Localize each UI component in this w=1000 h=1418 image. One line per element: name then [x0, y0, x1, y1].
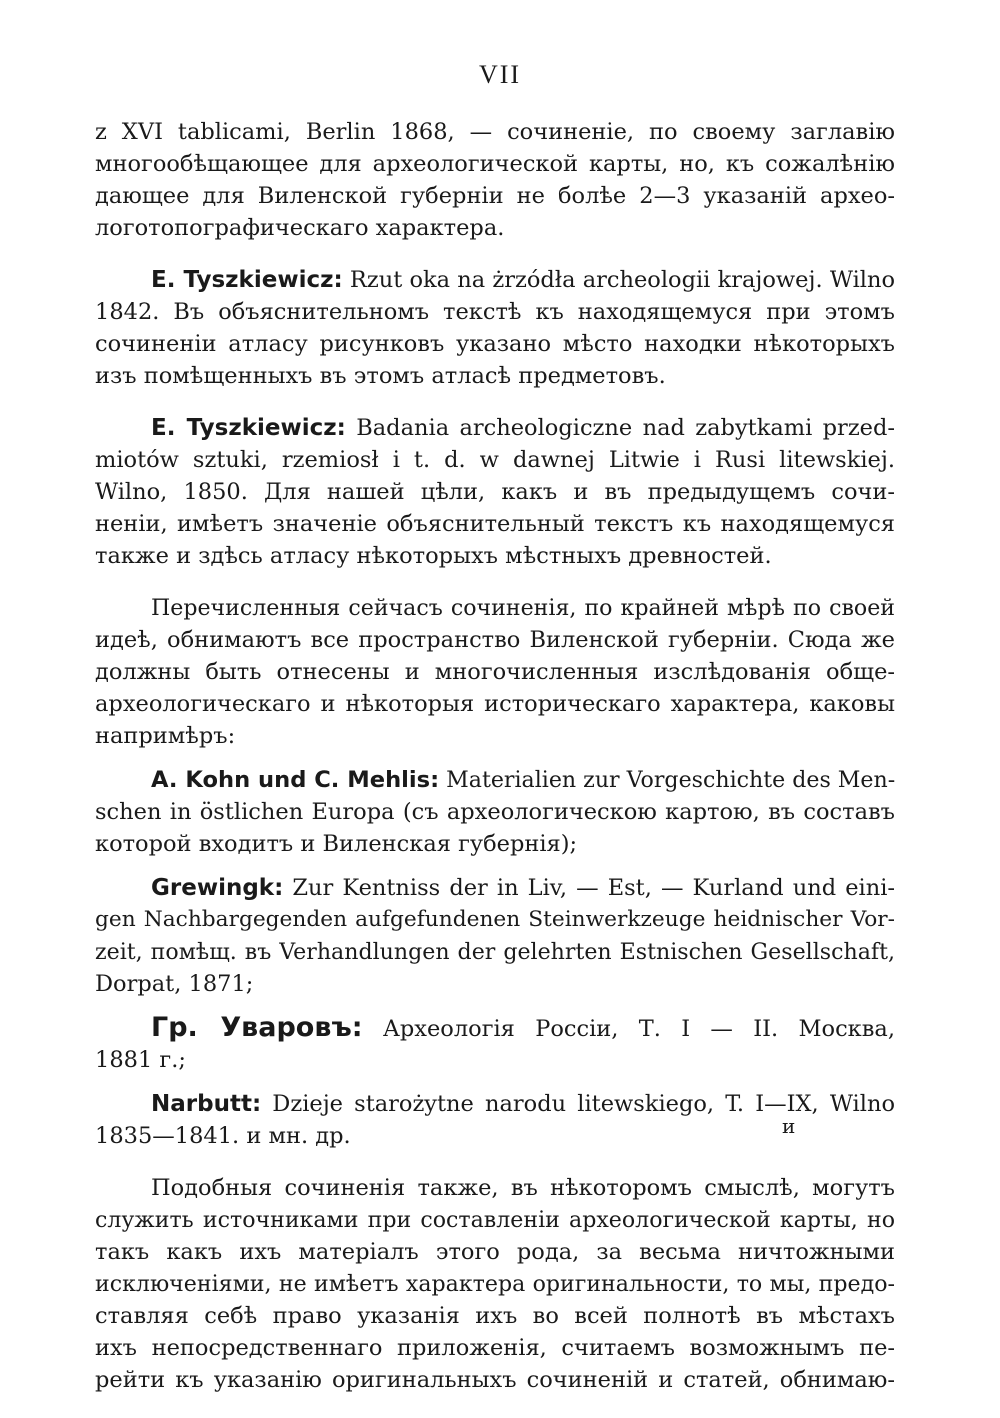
entry-title: Zur Kentniss der in Liv, — Est, — Kurland und eini- [292, 875, 895, 901]
entry-first-line [95, 264, 895, 296]
text-line: также и здѣсь атласу нѣкоторыхъ мѣстныхъ древностей. [95, 543, 772, 569]
bibliography-entry-grewingk [95, 872, 895, 1000]
text-line: zeit, помѣщ. въ Verhandlungen der gelehrten Estnischen Gesellschaft, [95, 939, 895, 965]
entry-title: Badania archeologiczne nad zabytkami przed- [356, 415, 895, 441]
text-line: которой входитъ и Виленская губернія); [95, 831, 578, 857]
text-line: такъ какъ ихъ матеріалъ этого рода, за весьма ничтожными [95, 1239, 895, 1265]
text-line: идеѣ, обнимаютъ все пространство Виленской губерніи. Сюда же [95, 627, 895, 653]
text-line: ставляя себѣ право указанія ихъ во всей полнотѣ въ мѣстахъ [95, 1303, 895, 1329]
text-line: напримѣръ: [95, 723, 236, 749]
text-line: дающее для Виленской губерніи не болѣе 2—3 указаній архео- [95, 183, 895, 209]
text-line: miotów sztuki, rzemiosł i t. d. w dawnej Litwie i Rusi litewskiej. [95, 447, 895, 473]
entry-author: E. Tyszkiewicz: [151, 267, 343, 293]
entry-first-line [95, 1012, 895, 1044]
entry-author: Narbutt: [151, 1091, 262, 1117]
catchword: и [782, 1114, 796, 1138]
text-line: z XVI tablicami, Berlin 1868, — сочиненіе, по своему заглавію [95, 119, 895, 145]
text-line: Подобныя сочиненія также, въ нѣкоторомъ смыслѣ, могутъ [151, 1175, 895, 1201]
text-line: 1842. Въ объяснительномъ текстѣ къ находящемуся при этомъ [95, 299, 895, 325]
text-line: schen in östlichen Europa (съ археологическою картою, въ составъ [95, 799, 895, 825]
entry-first-line [95, 412, 895, 444]
text-line: неніи, имѣетъ значеніе объяснительный текстъ къ находящемуся [95, 511, 895, 537]
entry-first-line [95, 764, 895, 796]
text-line: gen Nachbargegenden aufgefundenen Steinwerkzeuge heidnischer Vor- [95, 907, 895, 932]
text-line: 1881 г.; [95, 1047, 186, 1073]
page-text [95, 116, 895, 1396]
text-line: многообѣщающее для археологической карты, но, къ сожалѣнію [95, 151, 895, 177]
paragraph-similar-works [95, 1172, 895, 1396]
text-line: логотопографическаго характера. [95, 215, 505, 241]
bibliography-entry-tyszkiewicz-1842 [95, 264, 895, 392]
entry-first-line [95, 1088, 895, 1120]
text-line: Wilno, 1850. Для нашей цѣли, какъ и въ предыдущемъ сочи- [95, 479, 895, 505]
bibliography-entry-narbutt [95, 1088, 895, 1152]
entry-title: Dzieje starożytne narodu litewskiego, T. I—IX, Wilno [272, 1091, 895, 1117]
text-line: археологическаго и нѣкоторыя историческаго характера, каковы [95, 691, 895, 717]
bibliography-entry-uvarov [95, 1012, 895, 1076]
entry-title: Археологія Россіи, Т. I — II. Москва, [382, 1016, 895, 1042]
text-line: исключеніями, не имѣетъ характера оригинальности, то мы, предо- [95, 1271, 895, 1297]
entry-first-line [95, 872, 895, 904]
text-line: служить источниками при составленіи археологической карты, но [95, 1207, 895, 1233]
bibliography-entry-kohn-mehlis [95, 764, 895, 860]
entry-title: Materialien zur Vorgeschichte des Men- [446, 767, 896, 793]
page-number: VII [478, 60, 522, 89]
entry-author: A. Kohn und C. Mehlis: [151, 767, 440, 793]
text-line: Dorpat, 1871; [95, 971, 254, 997]
text-line: 1835—1841. и мн. др. [95, 1123, 351, 1149]
text-line: должны быть отнесены и многочисленныя изслѣдованія обще- [95, 659, 895, 685]
paragraph-intro-continuation [95, 116, 895, 244]
paragraph-listed-works [95, 592, 895, 752]
text-line: ихъ непосредственнаго приложенія, считаемъ возможнымъ пе- [95, 1335, 895, 1361]
text-line: изъ помѣщенныхъ въ этомъ атласѣ предметовъ. [95, 363, 666, 389]
entry-title: Rzut oka na żrzódła archeologii krajowej. Wilno [349, 267, 895, 293]
entry-author: Grewingk: [151, 875, 284, 901]
text-line: сочиненіи атласу рисунковъ указано мѣсто находки нѣкоторыхъ [95, 331, 895, 357]
bibliography-entry-tyszkiewicz-1850 [95, 412, 895, 572]
text-line: Перечисленныя сейчасъ сочиненія, по крайней мѣрѣ по своей [151, 595, 895, 621]
text-line: рейти къ указанію оригинальныхъ сочиненій и статей, обнимаю- [95, 1367, 895, 1393]
entry-author: E. Tyszkiewicz: [151, 415, 346, 441]
entry-author: Гр. Уваровъ: [151, 1012, 363, 1043]
